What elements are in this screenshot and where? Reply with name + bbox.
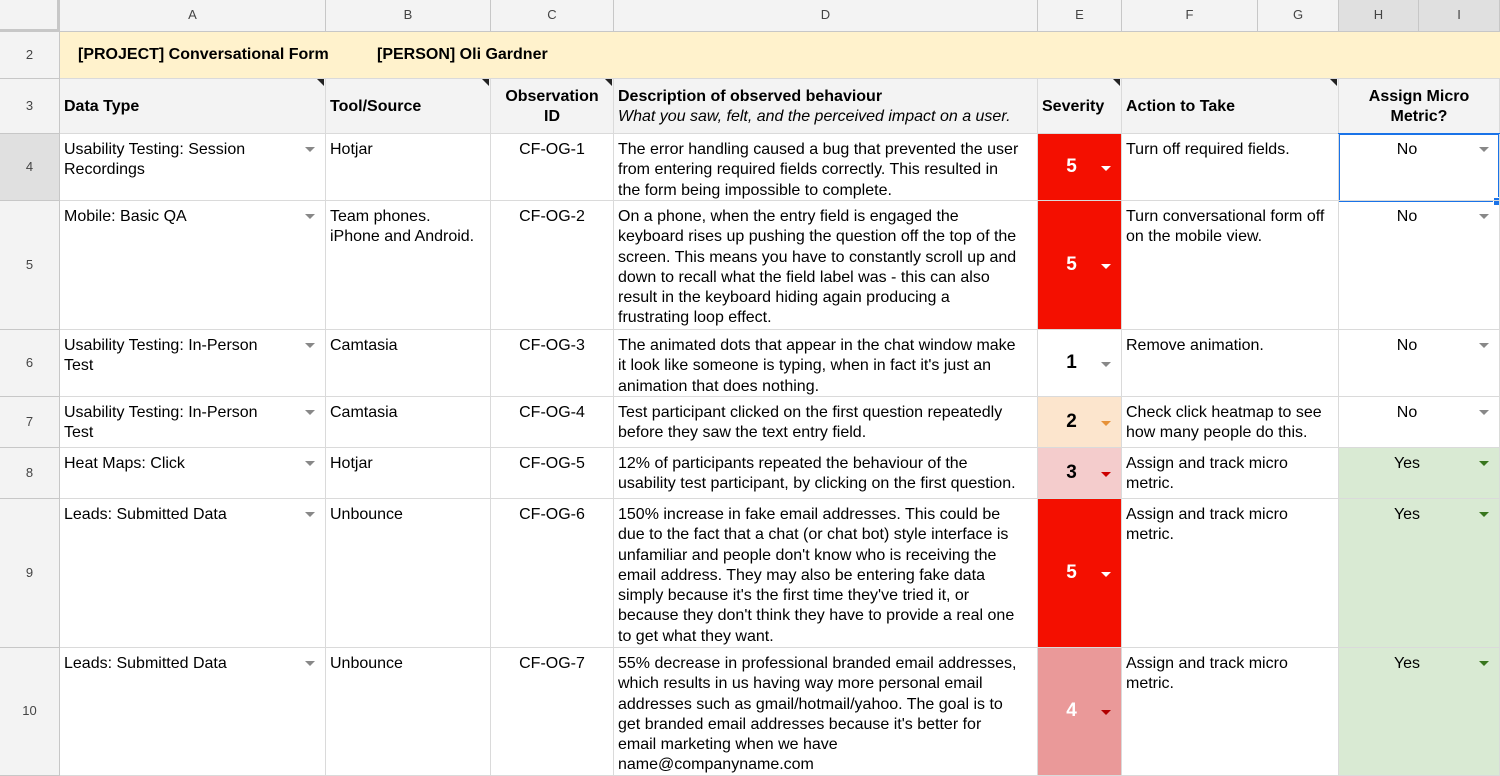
severity-dropdown-icon[interactable]: [1101, 362, 1111, 367]
action-cell[interactable]: [1122, 448, 1339, 499]
severity-dropdown-icon[interactable]: [1101, 572, 1111, 577]
micro-metric-cell[interactable]: [1339, 448, 1500, 499]
action-value: Assign and track micro metric.: [1126, 506, 1288, 544]
data-type-value: Usability Testing: In-Person Test: [64, 404, 258, 442]
data-type-value: Leads: Submitted Data: [64, 655, 227, 672]
data-type-cell[interactable]: [60, 201, 326, 330]
severity-value: 5: [1066, 155, 1077, 177]
action-value: Assign and track micro metric.: [1126, 655, 1288, 693]
row-header-7[interactable]: 7: [0, 397, 60, 448]
observation-id-cell[interactable]: [491, 134, 614, 201]
column-header-c[interactable]: C: [491, 0, 614, 32]
header-micro-metric-label: Assign Micro Metric?: [1368, 88, 1470, 126]
severity-cell[interactable]: [1038, 397, 1122, 448]
data-type-cell[interactable]: [60, 448, 326, 499]
severity-value: 5: [1066, 561, 1077, 583]
observation-id-cell[interactable]: [491, 648, 614, 776]
action-value: Check click heatmap to see how many people do this.: [1126, 404, 1322, 442]
severity-dropdown-icon[interactable]: [1101, 166, 1111, 171]
header-description-wrap: [618, 87, 1033, 128]
observation-id-value: CF-OG-2: [519, 208, 585, 225]
header-action-label: Action to Take: [1126, 97, 1236, 115]
severity-value: 1: [1066, 351, 1077, 373]
description-value: Test participant clicked on the first question repeatedly before they saw the text entry field.: [618, 404, 1003, 442]
micro-metric-dropdown-icon[interactable]: [1479, 410, 1489, 415]
data-type-dropdown-icon[interactable]: [305, 343, 315, 348]
column-header-e[interactable]: E: [1038, 0, 1122, 32]
micro-metric-dropdown-icon[interactable]: [1479, 147, 1489, 152]
description-value: The error handling caused a bug that prevented the user from entering required fields correctly. This resulted in the form being impossible to complete.: [618, 141, 1019, 199]
note-indicator: [317, 79, 324, 86]
tool-source-value: Team phones. iPhone and Android.: [330, 208, 475, 246]
micro-metric-value: No: [1396, 404, 1418, 421]
severity-cell[interactable]: [1038, 201, 1122, 330]
micro-metric-dropdown-icon[interactable]: [1479, 214, 1489, 219]
micro-metric-cell[interactable]: [1339, 201, 1500, 330]
action-cell[interactable]: [1122, 134, 1339, 201]
observation-id-cell[interactable]: [491, 397, 614, 448]
tool-source-value: Unbounce: [330, 506, 403, 523]
column-header-d[interactable]: D: [614, 0, 1038, 32]
observation-id-value: CF-OG-4: [519, 404, 585, 421]
data-type-dropdown-icon[interactable]: [305, 661, 315, 666]
observation-id-value: CF-OG-3: [519, 337, 585, 354]
data-type-value: Usability Testing: Session Recordings: [64, 141, 246, 179]
description-value: On a phone, when the entry field is engaged the keyboard rises up pushing the question off the top of the screen. This means you have to constantly scroll up and down to recall what the field label was - this can also result in the keyboard hiding again producing a frustrating loop effect.: [618, 208, 1017, 327]
data-type-cell[interactable]: [60, 330, 326, 397]
micro-metric-value: Yes: [1393, 655, 1421, 672]
micro-metric-dropdown-icon[interactable]: [1479, 343, 1489, 348]
observation-id-value: CF-OG-5: [519, 455, 585, 472]
data-type-cell[interactable]: [60, 499, 326, 648]
select-all-corner[interactable]: [0, 0, 60, 32]
tool-source-value: Camtasia: [330, 404, 398, 421]
description-value: 150% increase in fake email addresses. This could be due to the fact that a chat (or chat bot) style interface is unfamiliar and people don't know who is receiving the email address. They may also be entering fake data simply because it's the first time they've tried it, or because they don't think they have to provide a real one to get what they want.: [618, 506, 1015, 645]
header-data-type[interactable]: [60, 79, 326, 134]
column-header-b[interactable]: B: [326, 0, 491, 32]
data-type-value: Leads: Submitted Data: [64, 506, 227, 523]
severity-cell[interactable]: [1038, 330, 1122, 397]
data-type-value: Mobile: Basic QA: [64, 208, 187, 225]
observation-id-value: CF-OG-1: [519, 141, 585, 158]
header-tool-source[interactable]: [326, 79, 491, 134]
tool-source-cell[interactable]: [326, 499, 491, 648]
action-cell[interactable]: [1122, 330, 1339, 397]
tool-source-value: Camtasia: [330, 337, 398, 354]
severity-cell[interactable]: [1038, 499, 1122, 648]
description-value: The animated dots that appear in the chat window make it look like someone is typing, when in fact it's just an animation that does nothing.: [618, 337, 1016, 395]
observation-id-cell[interactable]: [491, 330, 614, 397]
note-indicator: [1113, 79, 1120, 86]
tool-source-value: Hotjar: [330, 141, 373, 158]
observation-id-cell[interactable]: [491, 499, 614, 648]
action-cell[interactable]: [1122, 499, 1339, 648]
tool-source-value: Unbounce: [330, 655, 403, 672]
description-cell[interactable]: [614, 397, 1038, 448]
severity-cell[interactable]: [1038, 448, 1122, 499]
row-header-3[interactable]: 3: [0, 79, 60, 134]
micro-metric-cell[interactable]: [1339, 499, 1500, 648]
action-value: Assign and track micro metric.: [1126, 455, 1288, 493]
data-type-value: Heat Maps: Click: [64, 455, 185, 472]
row-header-4[interactable]: 4: [0, 134, 60, 201]
data-type-dropdown-icon[interactable]: [305, 410, 315, 415]
data-type-cell[interactable]: [60, 134, 326, 201]
column-header-h[interactable]: H: [1339, 0, 1419, 32]
data-type-cell[interactable]: [60, 648, 326, 776]
header-observation-id-label: Observation ID: [505, 88, 599, 126]
micro-metric-dropdown-icon[interactable]: [1479, 661, 1489, 666]
header-observation-id[interactable]: [491, 79, 614, 134]
person-name: [PERSON] Oli Gardner: [377, 46, 548, 63]
tool-source-cell[interactable]: [326, 397, 491, 448]
data-type-dropdown-icon[interactable]: [305, 147, 315, 152]
description-cell[interactable]: [614, 648, 1038, 776]
action-cell[interactable]: [1122, 648, 1339, 776]
data-type-dropdown-icon[interactable]: [305, 461, 315, 466]
micro-metric-dropdown-icon[interactable]: [1479, 512, 1489, 517]
header-data-type-label: Data Type: [64, 97, 140, 115]
data-type-value: Usability Testing: In-Person Test: [64, 337, 258, 375]
severity-value: 5: [1066, 253, 1077, 275]
severity-dropdown-icon[interactable]: [1101, 421, 1111, 426]
action-cell[interactable]: [1122, 201, 1339, 330]
severity-dropdown-icon[interactable]: [1101, 710, 1111, 715]
tool-source-cell[interactable]: [326, 330, 491, 397]
note-indicator: [1330, 79, 1337, 86]
note-indicator: [605, 79, 612, 86]
tool-source-cell[interactable]: [326, 648, 491, 776]
data-type-cell[interactable]: [60, 397, 326, 448]
severity-value: 3: [1066, 461, 1077, 483]
column-header-i[interactable]: I: [1419, 0, 1500, 32]
observation-id-value: CF-OG-7: [519, 655, 585, 672]
severity-dropdown-icon[interactable]: [1101, 472, 1111, 477]
micro-metric-value: No: [1396, 208, 1418, 225]
description-cell[interactable]: [614, 134, 1038, 201]
row-header-2[interactable]: 2: [0, 32, 60, 79]
row-header-9[interactable]: 9: [0, 499, 60, 648]
column-header-f[interactable]: F: [1122, 0, 1258, 32]
header-description[interactable]: [614, 79, 1038, 134]
column-header-a[interactable]: A: [60, 0, 326, 32]
observation-id-cell[interactable]: [491, 448, 614, 499]
micro-metric-value: No: [1396, 141, 1418, 158]
description-cell[interactable]: [614, 499, 1038, 648]
severity-dropdown-icon[interactable]: [1101, 264, 1111, 269]
severity-cell[interactable]: [1038, 134, 1122, 201]
note-indicator: [482, 79, 489, 86]
header-description-sub: What you saw, felt, and the perceived impact on a user.: [618, 108, 1011, 126]
severity-value: 4: [1066, 700, 1077, 722]
description-value: 12% of participants repeated the behaviour of the usability test participant, by clicking on the first question.: [618, 455, 1016, 493]
action-value: Turn conversational form off on the mobile view.: [1126, 208, 1325, 246]
project-title: [PROJECT] Conversational Form: [78, 46, 329, 63]
micro-metric-value: Yes: [1393, 506, 1421, 523]
column-header-g[interactable]: G: [1258, 0, 1339, 32]
description-value: 55% decrease in professional branded email addresses, which results in us having way more personal email addresses such as gmail/hotmail/yahoo. The goal is to get branded email addresses because it's better for email marketing when we have name@companyname.com: [618, 655, 1017, 774]
header-tool-source-label: Tool/Source: [330, 97, 422, 115]
observation-id-value: CF-OG-6: [519, 506, 585, 523]
micro-metric-value: No: [1396, 337, 1418, 354]
header-description-label: Description of observed behaviour: [618, 88, 883, 105]
header-severity[interactable]: [1038, 79, 1122, 134]
action-value: Remove animation.: [1126, 337, 1264, 354]
micro-metric-cell[interactable]: [1339, 330, 1500, 397]
tool-source-cell[interactable]: [326, 134, 491, 201]
data-type-dropdown-icon[interactable]: [305, 214, 315, 219]
project-banner[interactable]: [60, 32, 1500, 79]
description-cell[interactable]: [614, 330, 1038, 397]
micro-metric-dropdown-icon[interactable]: [1479, 461, 1489, 466]
description-cell[interactable]: [614, 201, 1038, 330]
action-value: Turn off required fields.: [1126, 141, 1290, 158]
tool-source-cell[interactable]: [326, 201, 491, 330]
header-severity-label: Severity: [1042, 97, 1105, 115]
tool-source-cell[interactable]: [326, 448, 491, 499]
severity-cell[interactable]: [1038, 648, 1122, 776]
severity-value: 2: [1066, 410, 1077, 432]
description-cell[interactable]: [614, 448, 1038, 499]
action-cell[interactable]: [1122, 397, 1339, 448]
micro-metric-cell[interactable]: [1339, 134, 1500, 201]
micro-metric-cell[interactable]: [1339, 648, 1500, 776]
header-action[interactable]: [1122, 79, 1339, 134]
micro-metric-cell[interactable]: [1339, 397, 1500, 448]
observation-id-cell[interactable]: [491, 201, 614, 330]
row-header-5[interactable]: 5: [0, 201, 60, 330]
micro-metric-value: Yes: [1393, 455, 1421, 472]
tool-source-value: Hotjar: [330, 455, 373, 472]
row-header-10[interactable]: 10: [0, 648, 60, 776]
header-micro-metric[interactable]: [1339, 79, 1500, 134]
row-header-6[interactable]: 6: [0, 330, 60, 397]
row-header-8[interactable]: 8: [0, 448, 60, 499]
data-type-dropdown-icon[interactable]: [305, 512, 315, 517]
